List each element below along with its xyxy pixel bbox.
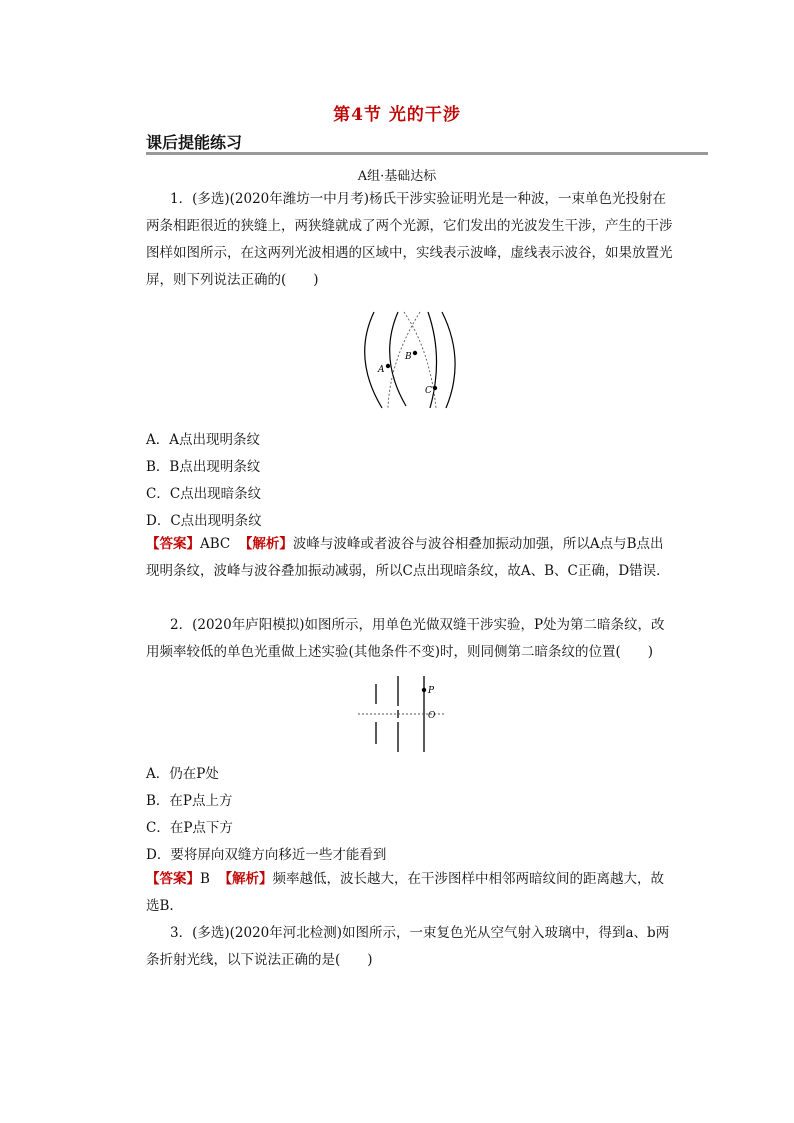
q1-analysis: 波峰与波峰或者波谷与波谷相叠加振动加强，所以A点与B点出现明条纹，波峰与波谷叠加振动减弱，所以C点出现暗条纹，故A、B、C正确，D错误． (146, 536, 670, 579)
q2-answer-block (146, 866, 676, 920)
q1-option-b: B．B点出现明条纹 (146, 459, 261, 475)
page-title: 第4节 光的干涉 (333, 105, 461, 125)
q2-option-a: A．仍在P处 (146, 766, 219, 782)
point-o-label: O (428, 711, 436, 721)
question-1-text: 1．(多选)(2020年潍坊一中月考)杨氏干涉实验证明光是一种波，一束单色光投射在两条相距很近的狭缝上，两狭缝就成了两个光源，它们发出的光波发生干涉，产生的干涉图样如图所示，在这两列光波相遇的区域中，实线表示波峰，虚线表示波谷，如果放置光屏，则下列说法正确的( ) (146, 191, 673, 288)
point-c-label: C (425, 386, 432, 396)
point-b-label: B (405, 352, 412, 362)
point-a-label: A (378, 365, 385, 375)
q2-option-c: C．在P点下方 (146, 820, 233, 836)
q1-answer-block (146, 531, 676, 585)
q1-option-a: A．A点出现明条纹 (146, 432, 260, 448)
answer-tag: 【答案】 (146, 536, 200, 552)
q1-answer: ABC (200, 536, 231, 552)
question-3-text: 3．(多选)(2020年河北检测)如图所示，一束复色光从空气射入玻璃中，得到a、b两条折射光线，以下说法正确的是( ) (146, 925, 670, 968)
section-divider (146, 152, 708, 155)
group-label: A组·基础达标 (357, 169, 437, 184)
answer-tag: 【答案】 (146, 871, 200, 887)
wave-interference-figure (360, 310, 470, 410)
analysis-tag: 【解析】 (218, 871, 273, 887)
q2-option-b: B．在P点上方 (146, 793, 233, 809)
q1-option-c: C．C点出现暗条纹 (146, 486, 262, 502)
q2-analysis: 频率越低，波长越大，在干涉图样中相邻两暗纹间的距离越大，故选B. (146, 871, 665, 914)
analysis-tag: 【解析】 (238, 536, 293, 552)
point-p-label: P (428, 686, 435, 696)
q2-option-d: D．要将屏向双缝方向移近一些才能看到 (146, 847, 387, 863)
double-slit-figure (356, 676, 466, 752)
question-2-text: 2．(2020年庐阳模拟)如图所示，用单色光做双缝干涉实验，P处为第二暗条纹，改用频率较低的单色光重做上述实验(其他条件不变)时，则同侧第二暗条纹的位置( ) (146, 617, 665, 660)
q1-option-d: D．C点出现明条纹 (146, 513, 262, 529)
section-heading: 课后提能练习 (146, 133, 243, 152)
q2-answer: B (200, 871, 210, 887)
